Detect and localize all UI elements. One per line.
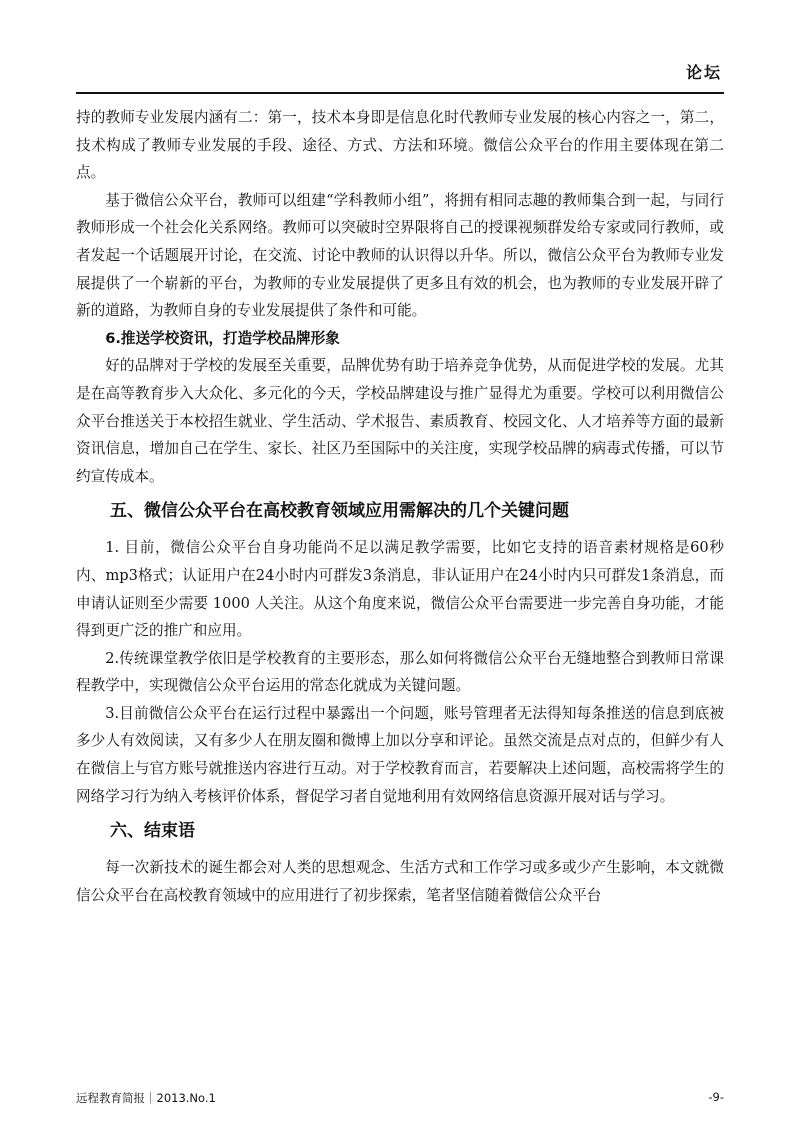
paragraph: 1. 目前，微信公众平台自身功能尚不足以满足教学需要，比如它支持的语音素材规格是60秒内、mp3格式；认证用户在24小时内可群发3条消息，非认证用户在24小时内只可群发1条消息，而申请认证则至少需要 1000 人关注。从这个角度来说，微信公众平台需要进一步完善自身功能，才能得到更广泛的推广和应用。 xyxy=(76,539,724,640)
running-header-section: 论坛 xyxy=(685,63,722,82)
page-footer xyxy=(76,1090,724,1110)
paragraph: 每一次新技术的诞生都会对人类的思想观念、生活方式和工作学习或多或少产生影响，本文就微信公众平台在高校教育领域中的应用进行了初步探索，笔者坚信随着微信公众平台 xyxy=(76,859,724,904)
paragraph: 好的品牌对于学校的发展至关重要，品牌优势有助于培养竞争优势，从而促进学校的发展。尤其是在高等教育步入大众化、多元化的今天，学校品牌建设与推广显得尤为重要。学校可以利用微信公众平台推送关于本校招生就业、学生活动、学术报告、素质教育、校园文化、人才培养等方面的最新资讯信息，增加自己在学生、家长、社区乃至国际中的关注度，实现学校品牌的病毒式传播，可以节约宣传成本。 xyxy=(76,357,724,485)
footer-journal: 远程教育简报｜2013.No.1 xyxy=(76,1091,216,1105)
article-body xyxy=(76,104,724,909)
header-rule xyxy=(76,92,724,94)
section-heading: 五、微信公众平台在高校教育领域应用需解决的几个关键问题 xyxy=(110,501,569,522)
paragraph: 基于微信公众平台，教师可以组建“学科教师小组”，将拥有相同志趣的教师集合到一起，与同行教师形成一个社会化关系网络。教师可以突破时空界限将自己的授课视频群发给专家或同行教师，或者发起一个话题展开讨论，在交流、讨论中教师的认识得以升华。所以，微信公众平台为教师专业发展提供了一个崭新的平台，为教师的专业发展提供了更多且有效的机会，也为教师的专业发展开辟了新的道路，为教师自身的专业发展提供了条件和可能。 xyxy=(76,191,724,320)
page-number: -9- xyxy=(708,1090,724,1104)
paragraph: 3.目前微信公众平台在运行过程中暴露出一个问题，账号管理者无法得知每条推送的信息到底被多少人有效阅读，又有多少人在朋友圈和微博上加以分享和评论。虽然交流是点对点的，但鲜少有人在微信上与官方账号就推送内容进行互动。对于学校教育而言，若要解决上述问题，高校需将学生的网络学习行为纳入考核评价体系，督促学习者自觉地利用有效网络信息资源开展对话与学习。 xyxy=(76,704,724,805)
subsection-heading: 6.推送学校资讯，打造学校品牌形象 xyxy=(105,329,340,347)
paragraph: 持的教师专业发展内涵有二：第一，技术本身即是信息化时代教师专业发展的核心内容之一，第二，技术构成了教师专业发展的手段、途径、方式、方法和环境。微信公众平台的作用主要体现在第二点。 xyxy=(76,109,724,182)
section-heading: 六、结束语 xyxy=(110,821,195,842)
paragraph: 2.传统课堂教学依旧是学校教育的主要形态，那么如何将微信公众平台无缝地整合到教师日常课程教学中，实现微信公众平台运用的常态化就成为关键问题。 xyxy=(76,649,724,695)
